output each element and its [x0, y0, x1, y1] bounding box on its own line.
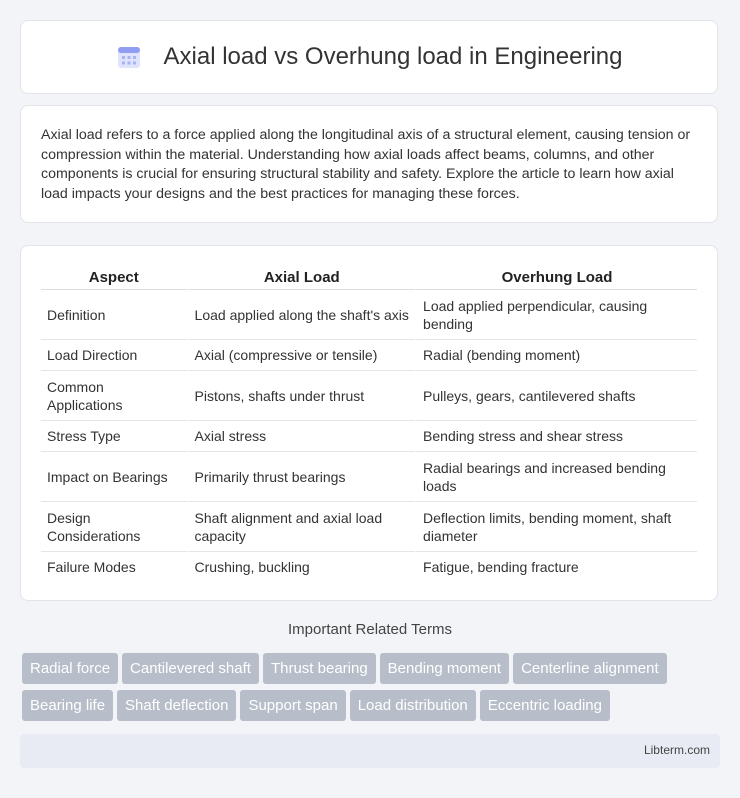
- table-row: [41, 371, 697, 421]
- row-axial: Axial (compressive or tensile): [187, 340, 416, 371]
- title-card: [20, 20, 718, 94]
- term-tag[interactable]: Cantilevered shaft: [122, 653, 259, 684]
- comparison-table: [41, 266, 697, 582]
- term-tag[interactable]: Eccentric loading: [480, 690, 610, 721]
- related-terms-heading: Important Related Terms: [288, 621, 452, 638]
- table-header-row: [41, 266, 697, 290]
- header-overhung-load: Overhung Load: [415, 266, 697, 290]
- row-overhung: Radial bearings and increased bending loads: [415, 452, 697, 502]
- row-aspect: Failure Modes: [47, 559, 136, 575]
- row-aspect: Definition: [41, 290, 187, 340]
- row-aspect: Design Considerations: [41, 502, 187, 552]
- term-tag[interactable]: Bending moment: [380, 653, 509, 684]
- footer: [20, 734, 720, 768]
- row-axial: Load applied along the shaft's axis: [187, 290, 416, 340]
- term-tag[interactable]: Radial force: [22, 653, 118, 684]
- table-row: [41, 290, 697, 340]
- row-axial: Pistons, shafts under thrust: [187, 371, 416, 421]
- term-tag[interactable]: Centerline alignment: [513, 653, 667, 684]
- row-axial: Axial stress: [187, 421, 416, 452]
- term-tag[interactable]: Thrust bearing: [263, 653, 376, 684]
- term-tag[interactable]: Bearing life: [22, 690, 113, 721]
- row-aspect: Stress Type: [41, 421, 187, 452]
- intro-card: [20, 105, 718, 223]
- header-aspect: Aspect: [41, 266, 187, 290]
- term-tag[interactable]: Load distribution: [350, 690, 476, 721]
- related-terms-list: [22, 653, 722, 727]
- row-overhung: Load applied perpendicular, causing bending: [415, 290, 697, 340]
- page-title: Axial load vs Overhung load in Engineering: [163, 43, 623, 70]
- footer-brand[interactable]: Libterm.com: [643, 743, 710, 757]
- table-row: [41, 502, 697, 552]
- row-axial: Primarily thrust bearings: [187, 452, 416, 502]
- row-overhung: Fatigue, bending fracture: [415, 552, 697, 582]
- row-axial: Crushing, buckling: [187, 552, 416, 582]
- row-overhung: Radial (bending moment): [415, 340, 697, 371]
- table-row: [41, 421, 697, 452]
- row-overhung: Deflection limits, bending moment, shaft diameter: [415, 502, 697, 552]
- header-axial-load: Axial Load: [187, 266, 416, 290]
- row-aspect: Common Applications: [41, 371, 187, 421]
- row-overhung: Pulleys, gears, cantilevered shafts: [415, 371, 697, 421]
- row-aspect: Impact on Bearings: [41, 452, 187, 502]
- row-overhung: Bending stress and shear stress: [415, 421, 697, 452]
- table-row: [41, 552, 697, 582]
- table-row: [41, 340, 697, 371]
- intro-text: Axial load refers to a force applied along the longitudinal axis of a structural element, causing tension or compression within the material. Understanding how axial loads affect beams, columns, and other components is crucial for ensuring structural stability and safety. Explore the article to learn how axial load impacts your designs and the best practices for managing these forces.: [41, 127, 691, 202]
- row-axial: Shaft alignment and axial load capacity: [187, 502, 416, 552]
- term-tag[interactable]: Shaft deflection: [117, 690, 236, 721]
- table-row: [41, 452, 697, 502]
- comparison-card: [20, 245, 718, 601]
- table-icon: [116, 44, 142, 70]
- term-tag[interactable]: Support span: [240, 690, 345, 721]
- row-aspect: Load Direction: [41, 340, 187, 371]
